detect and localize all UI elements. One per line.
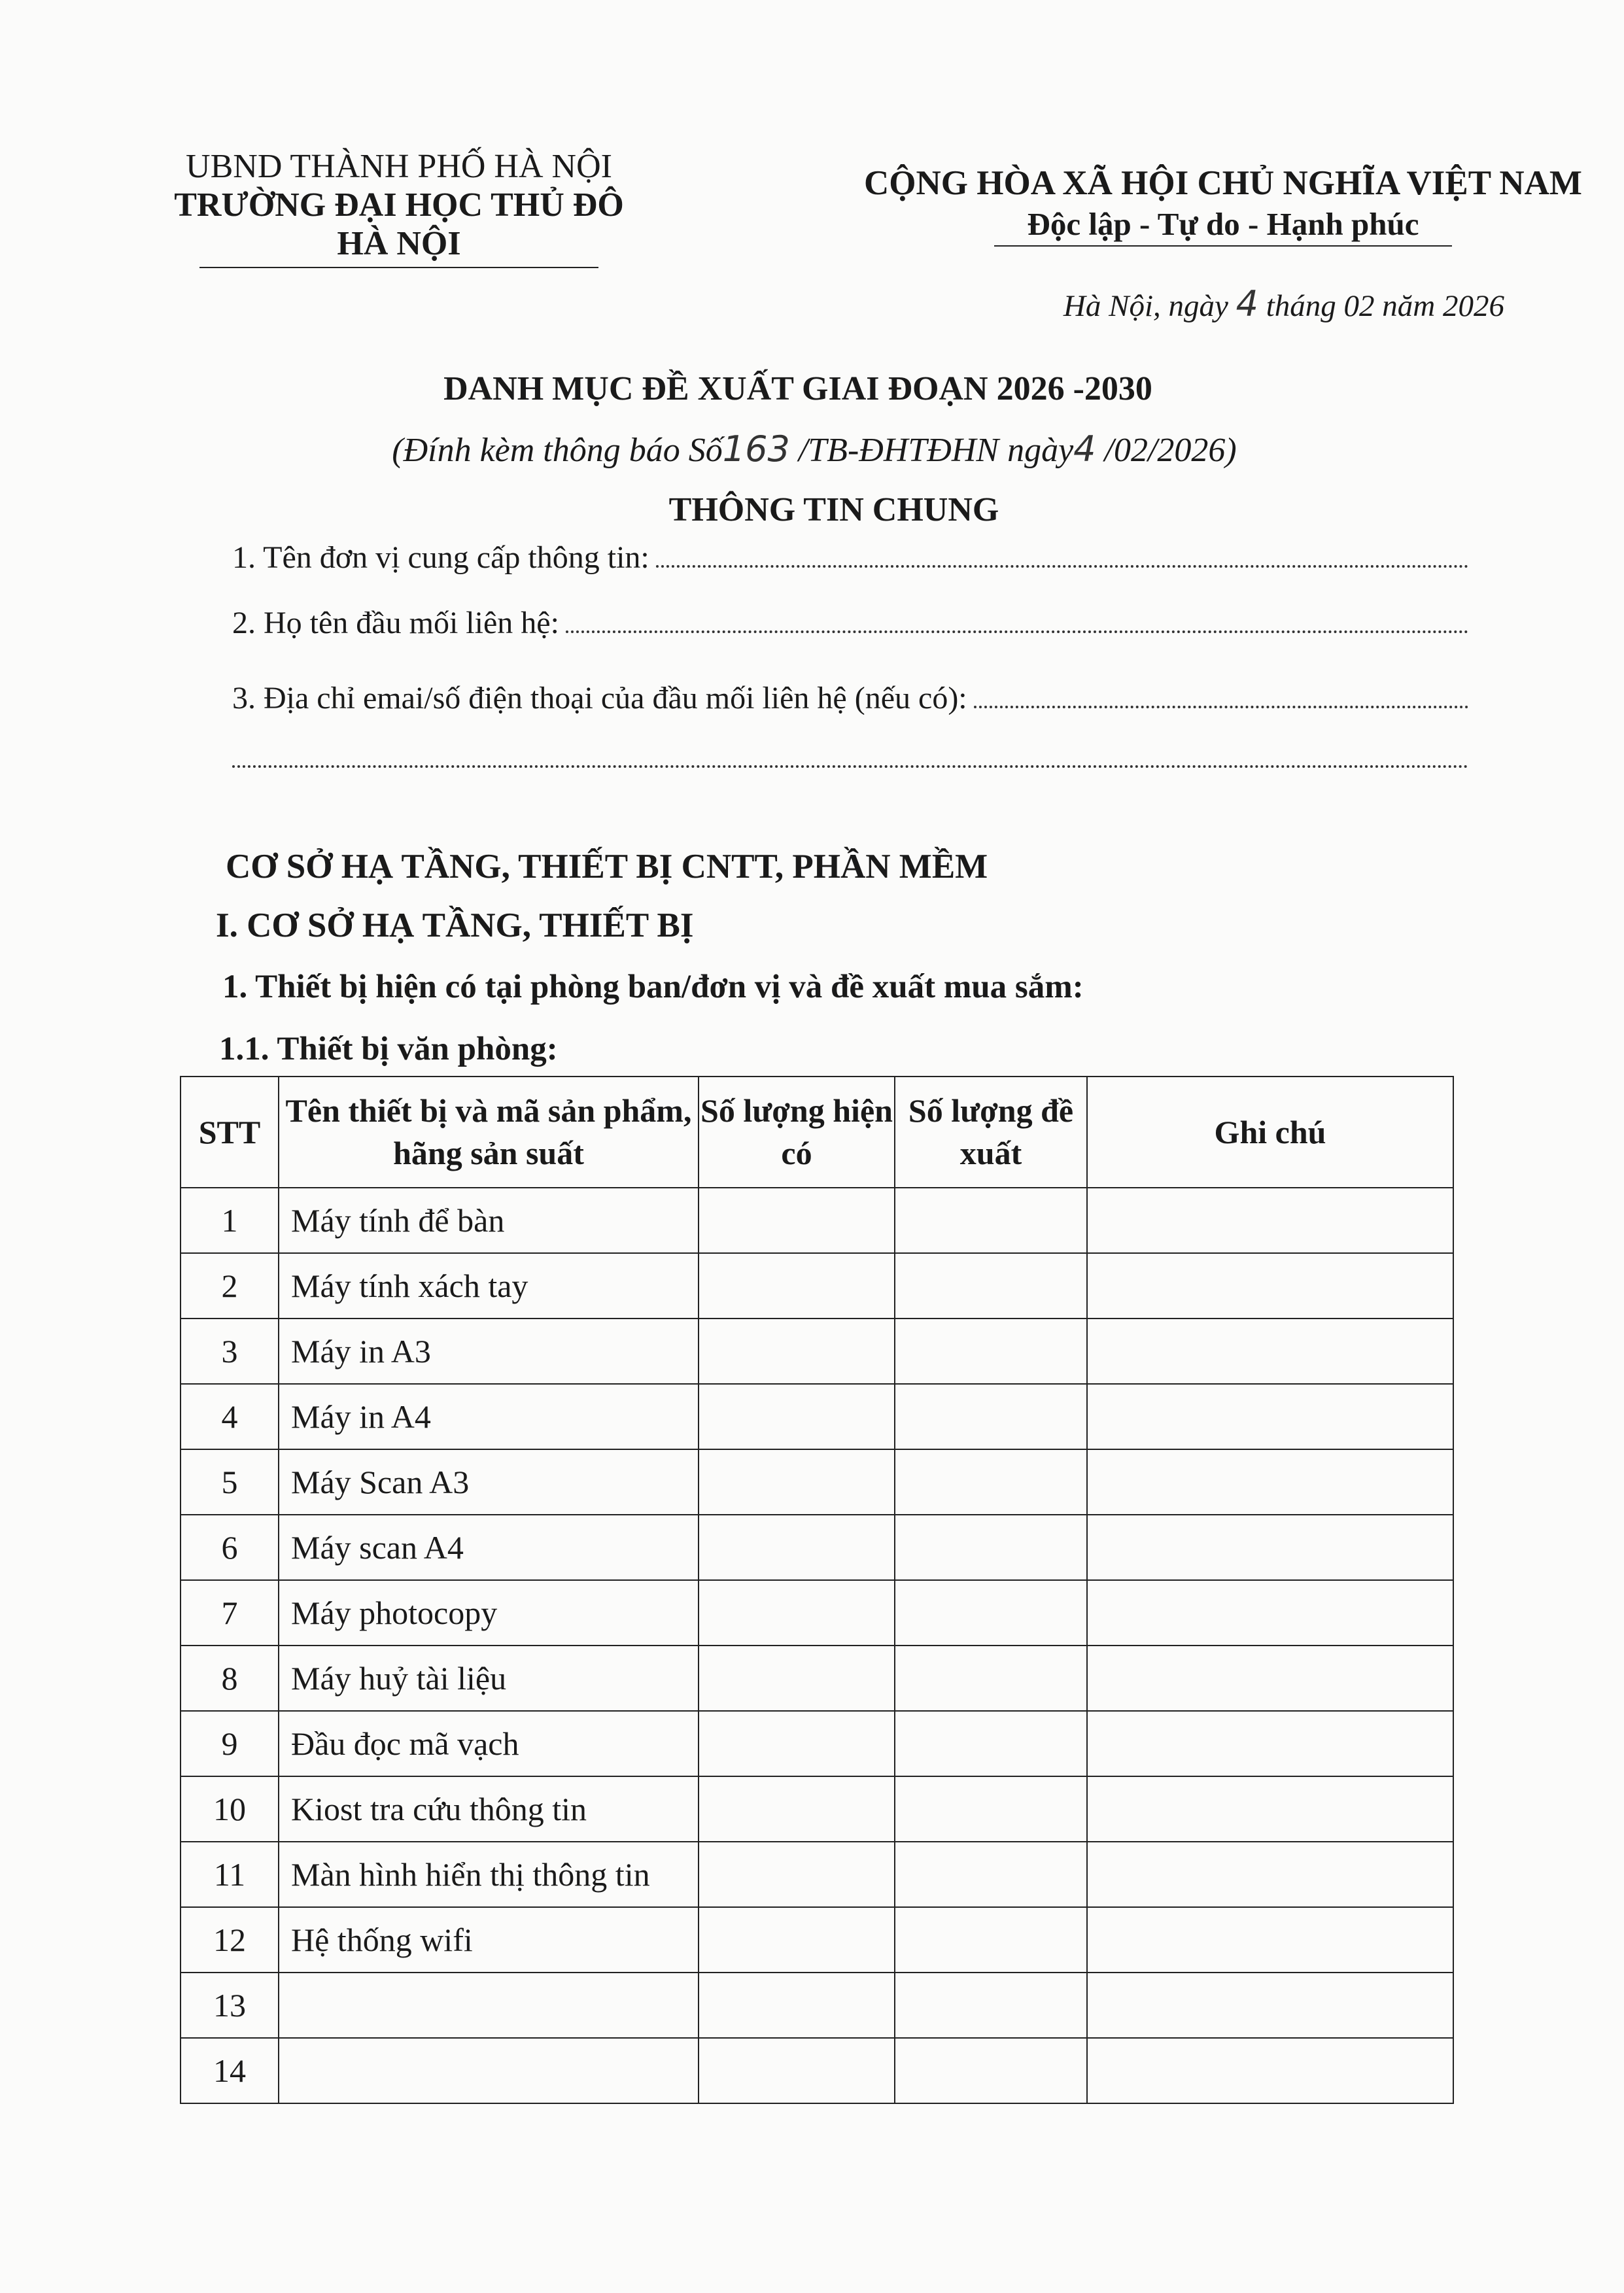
equipment-table [180,1076,1454,2104]
col-header-current: Số lượng hiện có [699,1077,895,1188]
document-title: DANH MỤC ĐỀ XUẤT GIAI ĐOẠN 2026 -2030 [443,370,1152,407]
cell-current-qty [699,1188,895,1253]
cell-device-name: Máy Scan A3 [279,1449,699,1515]
section-heading-main: CƠ SỞ HẠ TẦNG, THIẾT BỊ CNTT, PHẦN MỀM [226,848,988,886]
table-header-row [181,1077,1453,1188]
cell-stt: 1 [181,1188,279,1253]
section-heading-item11: 1.1. Thiết bị văn phòng: [219,1031,558,1067]
dotted-fill-line [974,686,1468,708]
cell-proposed-qty [895,1646,1087,1711]
cell-proposed-qty [895,1384,1087,1449]
cell-note [1087,1384,1453,1449]
cell-current-qty [699,1776,895,1842]
issuer-underline [199,267,598,268]
dotted-fill-line [566,611,1468,633]
handwritten-day: 4 [1235,283,1258,324]
cell-device-name [279,2038,699,2103]
cell-stt: 14 [181,2038,279,2103]
cell-stt: 7 [181,1580,279,1646]
cell-current-qty [699,1319,895,1384]
cell-stt: 8 [181,1646,279,1711]
col-header-stt: STT [181,1077,279,1188]
cell-note [1087,1449,1453,1515]
handwritten-day: 4 [1073,428,1096,470]
date-suffix: tháng 02 năm 2026 [1258,289,1504,323]
date-prefix: Hà Nội, ngày [1063,289,1236,323]
section-heading-part1: I. CƠ SỞ HẠ TẦNG, THIẾT BỊ [216,906,694,944]
cell-proposed-qty [895,2038,1087,2103]
table-row [181,1711,1453,1776]
national-motto-block [844,164,1602,247]
table-row [181,1515,1453,1580]
table-row [181,2038,1453,2103]
field-unit-name [232,540,1468,576]
cell-proposed-qty [895,1580,1087,1646]
field-contact-name [232,605,1468,641]
table-row [181,1384,1453,1449]
cell-proposed-qty [895,1973,1087,2038]
table-body [181,1188,1453,2103]
issuer-authority: UBND THÀNH PHỐ HÀ NỘI [186,148,612,185]
cell-device-name: Màn hình hiển thị thông tin [279,1842,699,1907]
cell-current-qty [699,1384,895,1449]
table-row [181,1188,1453,1253]
cell-proposed-qty [895,1842,1087,1907]
cell-stt: 9 [181,1711,279,1776]
cell-note [1087,1319,1453,1384]
table-row [181,1449,1453,1515]
cell-device-name: Máy in A4 [279,1384,699,1449]
table-row [181,1646,1453,1711]
cell-current-qty [699,1253,895,1319]
cell-current-qty [699,1711,895,1776]
dotted-fill-line [656,545,1468,568]
cell-device-name: Máy photocopy [279,1580,699,1646]
cell-note [1087,1188,1453,1253]
cell-current-qty [699,1449,895,1515]
cell-note [1087,1776,1453,1842]
col-header-name: Tên thiết bị và mã sản phẩm, hãng sản suất [279,1077,699,1188]
document-subtitle [275,428,1354,470]
cell-stt: 6 [181,1515,279,1580]
field-label: 1. Tên đơn vị cung cấp thông tin: [232,540,649,575]
cell-proposed-qty [895,1253,1087,1319]
motto: Độc lập - Tự do - Hạnh phúc [1027,206,1419,242]
cell-current-qty [699,2038,895,2103]
cell-note [1087,1515,1453,1580]
cell-device-name: Máy scan A4 [279,1515,699,1580]
table-row [181,1842,1453,1907]
field-contact-email-phone [232,680,1468,716]
cell-current-qty [699,1842,895,1907]
cell-device-name [279,1973,699,2038]
cell-note [1087,2038,1453,2103]
table-row [181,1319,1453,1384]
general-info-heading: THÔNG TIN CHUNG [668,491,999,528]
table-row [181,1253,1453,1319]
subtitle-middle: /TB-ĐHTĐHN ngày [789,432,1074,469]
date-line [916,283,1504,324]
cell-proposed-qty [895,1319,1087,1384]
col-header-proposed: Số lượng đề xuất [895,1077,1087,1188]
cell-device-name: Máy huỷ tài liệu [279,1646,699,1711]
cell-note [1087,1253,1453,1319]
cell-current-qty [699,1907,895,1973]
cell-proposed-qty [895,1449,1087,1515]
cell-current-qty [699,1646,895,1711]
dotted-fill-line [232,746,1468,768]
cell-proposed-qty [895,1907,1087,1973]
cell-device-name: Kiost tra cứu thông tin [279,1776,699,1842]
cell-stt: 10 [181,1776,279,1842]
section-heading-item1: 1. Thiết bị hiện có tại phòng ban/đơn vị và đề xuất mua sắm: [222,969,1084,1005]
cell-current-qty [699,1580,895,1646]
cell-note [1087,1907,1453,1973]
issuer-name: TRƯỜNG ĐẠI HỌC THỦ ĐÔ HÀ NỘI [174,186,624,262]
subtitle-prefix: (Đính kèm thông báo Số [392,432,723,469]
motto-underline [994,245,1452,247]
cell-device-name: Máy tính xách tay [279,1253,699,1319]
country-name: CỘNG HÒA XÃ HỘI CHỦ NGHĨA VIỆT NAM [864,164,1582,202]
cell-device-name: Hệ thống wifi [279,1907,699,1973]
cell-note [1087,1580,1453,1646]
table-row [181,1973,1453,2038]
cell-stt: 3 [181,1319,279,1384]
col-header-note: Ghi chú [1087,1077,1453,1188]
cell-device-name: Máy in A3 [279,1319,699,1384]
table-row [181,1907,1453,1973]
field-label: 3. Địa chỉ emai/số điện thoại của đầu mối liên hệ (nếu có): [232,681,967,715]
cell-stt: 11 [181,1842,279,1907]
cell-stt: 4 [181,1384,279,1449]
cell-device-name: Đầu đọc mã vạch [279,1711,699,1776]
cell-proposed-qty [895,1188,1087,1253]
issuer-block [150,147,648,268]
cell-stt: 13 [181,1973,279,2038]
subtitle-suffix: /02/2026) [1096,432,1237,469]
cell-note [1087,1973,1453,2038]
cell-stt: 2 [181,1253,279,1319]
cell-device-name: Máy tính để bàn [279,1188,699,1253]
table-row [181,1580,1453,1646]
cell-stt: 12 [181,1907,279,1973]
cell-proposed-qty [895,1515,1087,1580]
field-label: 2. Họ tên đầu mối liên hệ: [232,606,559,640]
cell-current-qty [699,1515,895,1580]
cell-stt: 5 [181,1449,279,1515]
cell-current-qty [699,1973,895,2038]
cell-note [1087,1646,1453,1711]
cell-proposed-qty [895,1711,1087,1776]
cell-note [1087,1842,1453,1907]
cell-note [1087,1711,1453,1776]
table-row [181,1776,1453,1842]
handwritten-number: 163 [722,428,790,470]
cell-proposed-qty [895,1776,1087,1842]
